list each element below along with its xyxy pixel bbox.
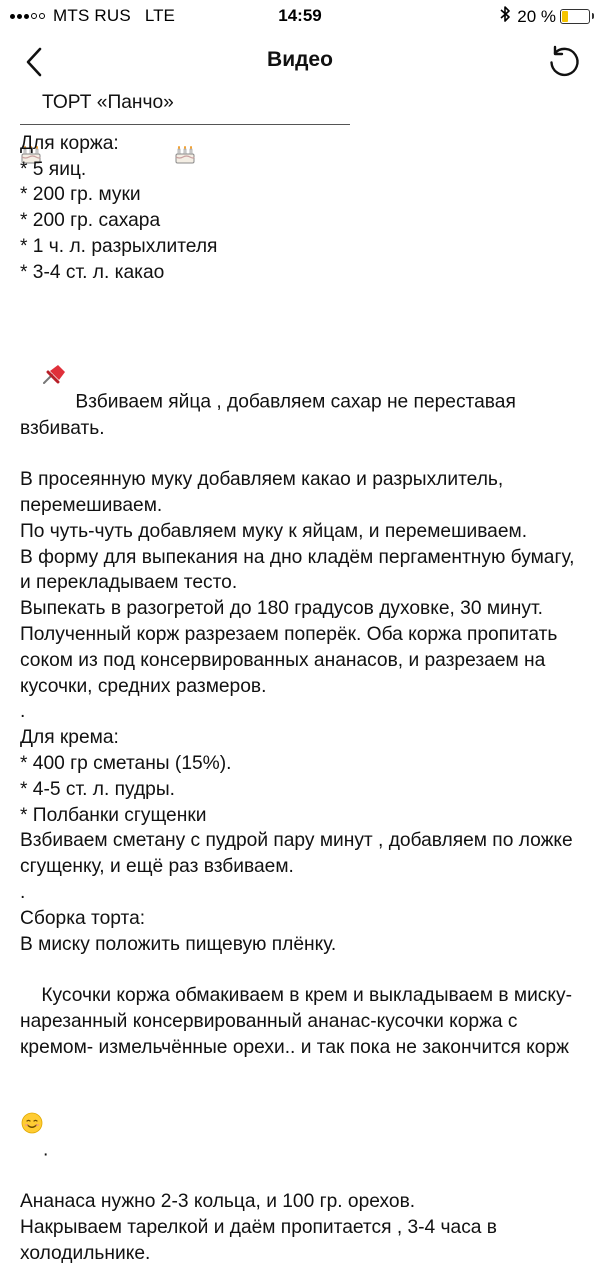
text-line-content: Кусочки коржа обмакиваем в крем и выкладываем в миску-нарезанный консервированный ананас-кусочки коржа с кремом- измельчённые орехи.. и так пока не закончится корж xyxy=(20,985,572,1058)
cake-icon xyxy=(20,92,42,114)
status-time: 14:59 xyxy=(278,6,322,25)
text-line: Взбиваем сметану с пудрой пару минут , добавляем по ложке сгущенку, и ещё раз взбиваем. xyxy=(20,830,579,878)
battery-percent: 20 % xyxy=(517,6,556,26)
text-line: По чуть-чуть добавляем муку к яйцам, и перемешиваем. xyxy=(20,520,528,542)
text-line: . xyxy=(20,881,26,903)
status-bar xyxy=(0,0,600,32)
text-line: Для крема: xyxy=(20,727,119,749)
text-line: Для коржа: xyxy=(20,132,119,154)
post-title: ТОРТ «Панчо» xyxy=(42,92,174,113)
list-item: * 1 ч. л. разрыхлителя xyxy=(20,235,218,257)
text-line: В форму для выпекания на дно кладём пергаментную бумагу, и перекладываем тесто. xyxy=(20,546,580,594)
nav-bar xyxy=(0,32,600,90)
cake-icon xyxy=(174,92,196,114)
text-line: Накрываем тарелкой и даём пропитается , 3-4 часа в холодильнике. xyxy=(20,1217,503,1265)
battery-fill xyxy=(562,11,568,22)
refresh-icon xyxy=(546,44,582,80)
status-right xyxy=(499,5,590,28)
carrier-name: MTS RUS xyxy=(53,6,131,25)
text-line-content: Взбиваем яйца , добавляем сахар не переставая взбивать. xyxy=(20,391,522,439)
text-line: . xyxy=(20,701,26,723)
text-line: Сборка торта: xyxy=(20,907,146,929)
list-item: * 4-5 ст. л. пудры. xyxy=(20,778,175,800)
list-item: * 5 яиц. xyxy=(20,158,87,180)
list-item: * Полбанки сгущенки xyxy=(20,804,207,826)
refresh-button[interactable] xyxy=(542,40,586,84)
text-line: Полученный корж разрезаем поперёк. Оба коржа пропитать соком из под консервированных ананасов, и разрезаем на кусочки, средних размеров. xyxy=(20,623,563,697)
bluetooth-icon xyxy=(499,5,511,28)
page-title: Видео xyxy=(267,48,333,71)
list-item: * 3-4 ст. л. какао xyxy=(20,261,165,283)
list-item: * 200 гр. сахара xyxy=(20,210,161,232)
text-line: Выпекать в разогретой до 180 градусов духовке, 30 минут. xyxy=(20,598,543,620)
post-text xyxy=(20,90,585,1267)
list-item: * 200 гр. муки xyxy=(20,184,141,206)
list-item: * 400 гр сметаны (15%). xyxy=(20,752,232,774)
smile-icon xyxy=(21,1060,43,1082)
pushpin-icon xyxy=(41,311,67,333)
battery-icon xyxy=(560,9,590,24)
text-line-end: . xyxy=(43,1139,49,1161)
text-line xyxy=(20,286,585,468)
text-line: В миску положить пищевую плёнку. xyxy=(20,933,337,955)
text-line: Ананаса нужно 2-3 кольца, и 100 гр. орехов. xyxy=(20,1191,416,1213)
network-type: LTE xyxy=(144,6,175,25)
text-line xyxy=(20,957,585,1189)
text-line: В просеянную муку добавляем какао и разрыхлитель, перемешиваем. xyxy=(20,469,509,516)
post-title-row xyxy=(20,90,585,116)
